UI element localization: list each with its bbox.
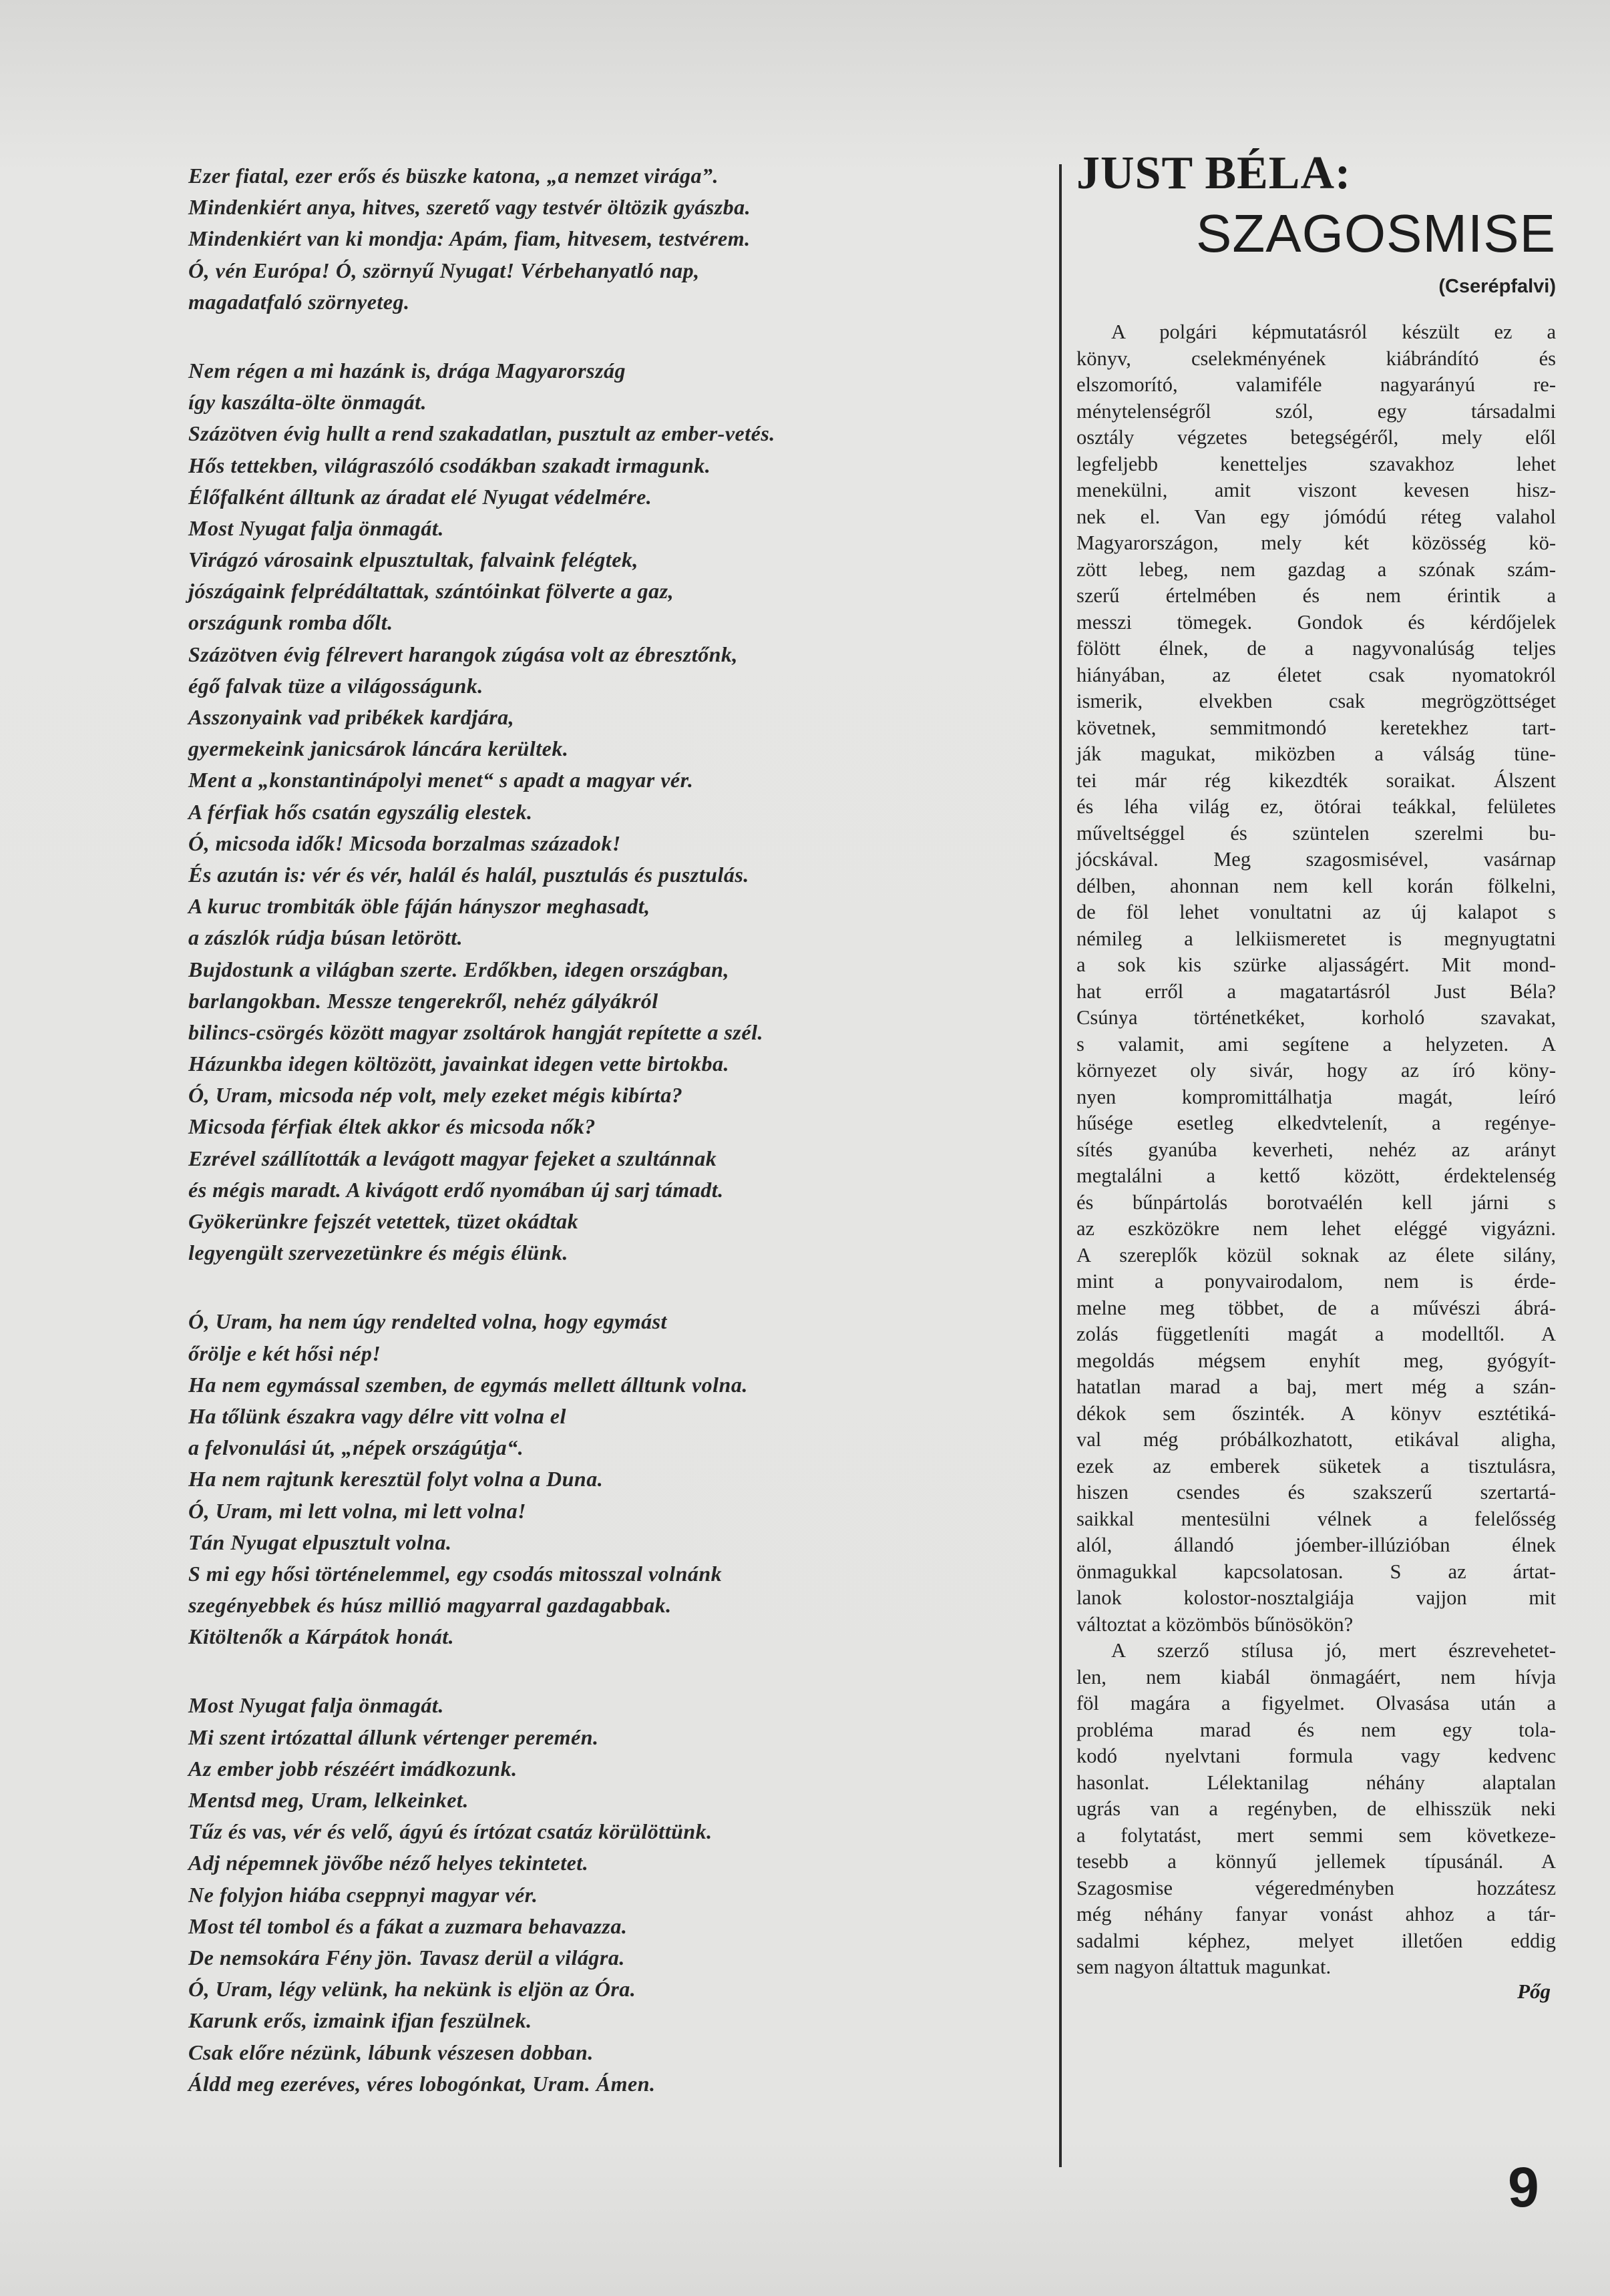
review-line: alól, állandó jóember-illúzióban élnek [1076,1534,1556,1556]
poem-line: S mi egy hősi történelemmel, egy csodás mitosszal volnánk [188,1561,723,1586]
review-line: saikkal mentesülni vélnek a felelősség [1076,1507,1556,1530]
poem-line: A férfiak hős csatán egyszálig elestek. [188,799,533,824]
review-line: ják magukat, miközben a válság tüne- [1076,742,1556,765]
review-line: műveltséggel és szüntelen szerelmi bu- [1076,821,1556,845]
review-signature: Pőg [1517,1979,1551,2003]
poem-line: Ó, vén Európa! Ó, szörnyű Nyugat! Vérbehanyatló nap, [188,258,700,282]
poem-line: És azután is: vér és vér, halál és halál, pusztulás és pusztulás. [188,862,749,887]
review-line: hatatlan marad a baj, mert még a szán- [1076,1375,1556,1398]
review-line: sem nagyon áltattuk magunkat. [1076,1956,1332,1978]
poem-line: és mégis maradt. A kivágott erdő nyomában új sarj támadt. [188,1177,724,1202]
poem-line: jószágaink felprédáltattak, szántóinkat fölverte a gaz, [188,579,674,604]
poem-line: Kitöltenők a Kárpátok honát. [188,1624,455,1649]
review-line: Magyarországon, mely két közösség kö- [1076,531,1556,554]
poem-line: Áldd meg ezeréves, véres lobogónkat, Uram. Ámen. [188,2071,656,2096]
review-line: önmagukkal kapcsolatosan. S az ártat- [1076,1560,1556,1583]
review-line: ménytelenségről szól, egy társadalmi [1076,399,1556,423]
review-publisher: (Cserépfalvi) [1438,276,1556,297]
review-line: nek el. Van egy jómódú réteg valahol [1076,505,1556,528]
poem-line: legyengült szervezetünkre és mégis élünk. [188,1240,568,1265]
poem [188,160,1056,2137]
review-line: változtat a közömbös bűnösökön? [1076,1612,1354,1636]
review-line: messzi tömegek. Gondok és kérdőjelek [1076,610,1556,634]
review-line: lanok kolostor-nosztalgiája vajjon mit [1076,1586,1556,1609]
review-line: az eszközökre nem lehet eléggé vigyázni. [1076,1217,1556,1240]
review-line: hat erről a magatartásról Just Béla? [1076,979,1556,1003]
poem-line: Nem régen a mi hazánk is, drága Magyarország [188,358,626,383]
review-line: és léha világ ez, ötórai teákkal, felületes [1076,795,1556,818]
poem-line: Karunk erős, izmaink ifjan feszülnek. [188,2008,532,2033]
review-paragraph [1076,319,1556,1638]
poem-line: Ó, Uram, micsoda nép volt, mely ezeket mégis kibírta? [188,1083,683,1108]
review-line: fölött élnek, de a nagyvonalúság teljes [1076,637,1556,660]
poem-line: Mentsd meg, Uram, lelkeinket. [188,1788,469,1812]
poem-line: Mindenkiért anya, hitves, szerető vagy testvér öltözik gyászba. [188,195,751,220]
review-line: Szagosmise végeredményben hozzátesz [1076,1876,1556,1899]
poem-line: Csak előre nézünk, lábunk vészesen dobban. [188,2040,594,2064]
poem-line: Házunkba idegen költözött, javainkat idegen vette birtokba. [188,1052,729,1076]
poem-stanza [188,1690,1056,2099]
poem-line: a felvonulási út, „népek országútja“. [188,1435,524,1460]
poem-line: a zászlók rúdja búsan letörött. [188,925,463,950]
review-line: A szerző stílusa jó, mert észrevehetet- [1111,1639,1556,1662]
review-line: val még próbálkozhatott, etikával aligha, [1076,1428,1556,1451]
review-line: hűsége esetleg elkedvtelenít, a regénye- [1076,1112,1556,1134]
poem-line: Ment a „konstantinápolyi menet“ s apadt a magyar vér. [188,768,694,792]
poem-line: Ha nem egymással szemben, de egymás mellett álltunk volna. [188,1372,748,1397]
poem-line: Százötven évig félrevert harangok zúgása volt az ébresztőnk, [188,642,738,666]
column-rule [1059,164,1062,2167]
poem-line: Ezrével szállították a levágott magyar fejeket a szultánnak [188,1146,717,1170]
review-line: osztály végzetes betegségéről, mely elől [1076,426,1556,449]
review-line: még néhány fanyar vonást ahhoz a tár- [1076,1903,1556,1925]
review-line: föl magára a figyelmet. Olvasása után a [1076,1692,1556,1714]
review-line: és bűnpártolás borotvaélén kell járni s [1076,1190,1556,1214]
poem-line: Adj népemnek jövőbe néző helyes tekintetet. [188,1851,589,1875]
review-line: szerű értelmében és nem érintik a [1076,584,1556,607]
review-line: sítés gyanúba keverheti, nehéz az arányt [1076,1138,1556,1161]
poem-line: így kaszálta-ölte önmagát. [188,390,427,415]
poem-line: Micsoda férfiak éltek akkor és micsoda nők? [188,1114,596,1139]
poem-line: gyermekeink janicsárok láncára kerültek. [188,736,569,761]
poem-line: Ó, Uram, légy velünk, ha nekünk is eljön az Óra. [188,1977,636,2002]
poem-line: Asszonyaink vad pribékek kardjára, [188,705,515,729]
review-line: sadalmi képhez, melyet illetően eddig [1076,1929,1556,1952]
poem-line: Élőfalként álltunk az áradat elé Nyugat védelmére. [188,484,652,509]
review-line: megoldás mégsem enyhít meg, gyógyít- [1076,1349,1556,1372]
review-body [1076,319,1556,1981]
poem-line: bilincs-csörgés között magyar zsoltárok hangját repítette a szél. [188,1019,763,1044]
review-line: len, nem kiabál önmagáért, nem hívja [1076,1665,1556,1688]
review-line: ezek az emberek süketek a tisztulásra, [1076,1454,1556,1477]
poem-line: Mindenkiért van ki mondja: Apám, fiam, hitvesem, testvérem. [188,226,751,251]
poem-line: Most Nyugat falja önmagát. [188,1693,444,1718]
review-line: Csúnya történetkéket, korholó szavakat, [1076,1006,1556,1029]
review-paragraph [1076,1638,1556,1981]
review-line: könyv, cselekményének kiábrándító és [1076,347,1556,370]
review-line: némileg a lelkiismeretet is megnyugtatni [1076,927,1556,950]
poem-line: Ezer fiatal, ezer erős és büszke katona, „a nemzet virága”. [188,164,719,188]
review-line: mint a ponyvairodalom, nem is érde- [1076,1270,1556,1293]
review-line: tei már rég kikezdték soraikat. Álszent [1076,768,1556,792]
review-line: délben, ahonnan nem kell korán fölkelni, [1076,874,1556,897]
review-line: jócskával. Meg szagosmisével, vasárnap [1076,848,1556,871]
poem-stanza [188,1306,1056,1652]
poem-line: Virágzó városaink elpusztultak, falvaink felégtek, [188,547,638,572]
review-line: ismerik, elvekben csak megrögzöttséget [1076,690,1556,712]
review-line: hasonlat. Lélektanilag néhány alaptalan [1076,1771,1556,1794]
review-line: követnek, semmitmondó keretekhez tart- [1076,716,1556,739]
review-line: a folytatást, mert semmi sem következe- [1076,1823,1556,1847]
poem-line: Ne folyjon hiába cseppnyi magyar vér. [188,1882,538,1907]
poem-line: magadatfaló szörnyeteg. [188,289,410,314]
poem-line: barlangokban. Messze tengerekről, nehéz gályákról [188,988,658,1013]
review-line: zolás függetleníti magát a modelltől. A [1076,1323,1556,1345]
poem-line: Ó, Uram, mi lett volna, mi lett volna! [188,1498,527,1523]
review-line: dékok sem őszinték. A könyv esztétiká- [1076,1401,1556,1425]
poem-line: szegényebbek és húsz millió magyarral gazdagabbak. [188,1593,672,1618]
review-author: JUST BÉLA: [1076,148,1352,199]
review-line: kodó nyelvtani formula vagy kedvenc [1076,1745,1556,1767]
review-line: hiszen csendes és szakszerű szertartá- [1076,1481,1556,1504]
poem-line: őrölje e két hősi nép! [188,1341,381,1365]
review-line: A polgári képmutatásról készült ez a [1111,320,1556,343]
review-line: menekülni, amit viszont kevesen hisz- [1076,479,1556,501]
poem-line: De nemsokára Fény jön. Tavasz derül a világra. [188,1945,625,1970]
poem-line: Tűz és vas, vér és velő, ágyú és írtózat csatáz körülöttünk. [188,1819,713,1844]
poem-stanza [188,355,1056,1269]
poem-line: Ha tőlünk északra vagy délre vitt volna el [188,1403,566,1428]
poem-line: Ha nem rajtunk keresztül folyt volna a Duna. [188,1467,604,1491]
poem-line: Ó, Uram, ha nem úgy rendelted volna, hogy egymást [188,1309,667,1334]
review-line: tesebb a könnyű jellemek típusánál. A [1076,1850,1556,1873]
review-line: elszomorító, valamiféle nagyarányú re- [1076,373,1556,396]
review-line: ugrás van a regényben, de elhisszük neki [1076,1797,1556,1820]
poem-line: Most tél tombol és a fákat a zuzmara behavazza. [188,1913,628,1938]
review-line: A szereplők közül soknak az élete silány, [1076,1243,1556,1267]
review-line: a sok kis szürke aljasságért. Mit mond- [1076,953,1556,976]
poem-stanza [188,160,1056,318]
poem-line: égő falvak tüze a világosságunk. [188,673,483,698]
poem-line: Az ember jobb részéért imádkozunk. [188,1756,518,1781]
poem-line: Mi szent irtózattal állunk vértenger peremén. [188,1725,599,1749]
book-review [1076,146,1556,2004]
review-line: melne meg többet, de a művészi ábrá- [1076,1296,1556,1319]
review-line: megtalálni a kettő között, érdektelenség [1076,1164,1556,1187]
poem-line: Ó, micsoda idők! Micsoda borzalmas századok! [188,831,621,855]
poem-line: Tán Nyugat elpusztult volna. [188,1530,452,1554]
review-line: környezet oly sivár, hogy az író köny- [1076,1059,1556,1082]
page-number: 9 [1508,2156,1539,2219]
poem-line: Most Nyugat falja önmagát. [188,515,444,540]
poem-line: Százötven évig hullt a rend szakadatlan, pusztult az ember-vetés. [188,421,775,446]
review-line: hiányában, az életet csak nyomatokról [1076,663,1556,686]
review-line: de föl lehet vonultatni az új kalapot s [1076,901,1556,923]
review-line: legfeljebb kenetteljes szavakhoz lehet [1076,452,1556,475]
poem-line: Bujdostunk a világban szerte. Erdőkben, idegen országban, [188,957,729,981]
poem-line: Gyökerünkre fejszét vetettek, tüzet okádtak [188,1209,579,1233]
poem-line: Hős tettekben, világraszóló csodákban szakadt irmagunk. [188,453,711,477]
review-line: zött lebeg, nem gazdag a szónak szám- [1076,557,1556,581]
review-line: probléma marad és nem egy tola- [1076,1718,1556,1741]
review-line: nyen kompromittálhatja magát, leíró [1076,1085,1556,1108]
poem-line: országunk romba dőlt. [188,610,393,635]
review-line: s valamit, ami segítene a helyzeten. A [1076,1032,1556,1056]
poem-line: A kuruc trombiták öble fáján hányszor meghasadt, [188,894,650,919]
review-title: SZAGOSMISE [1196,204,1556,263]
